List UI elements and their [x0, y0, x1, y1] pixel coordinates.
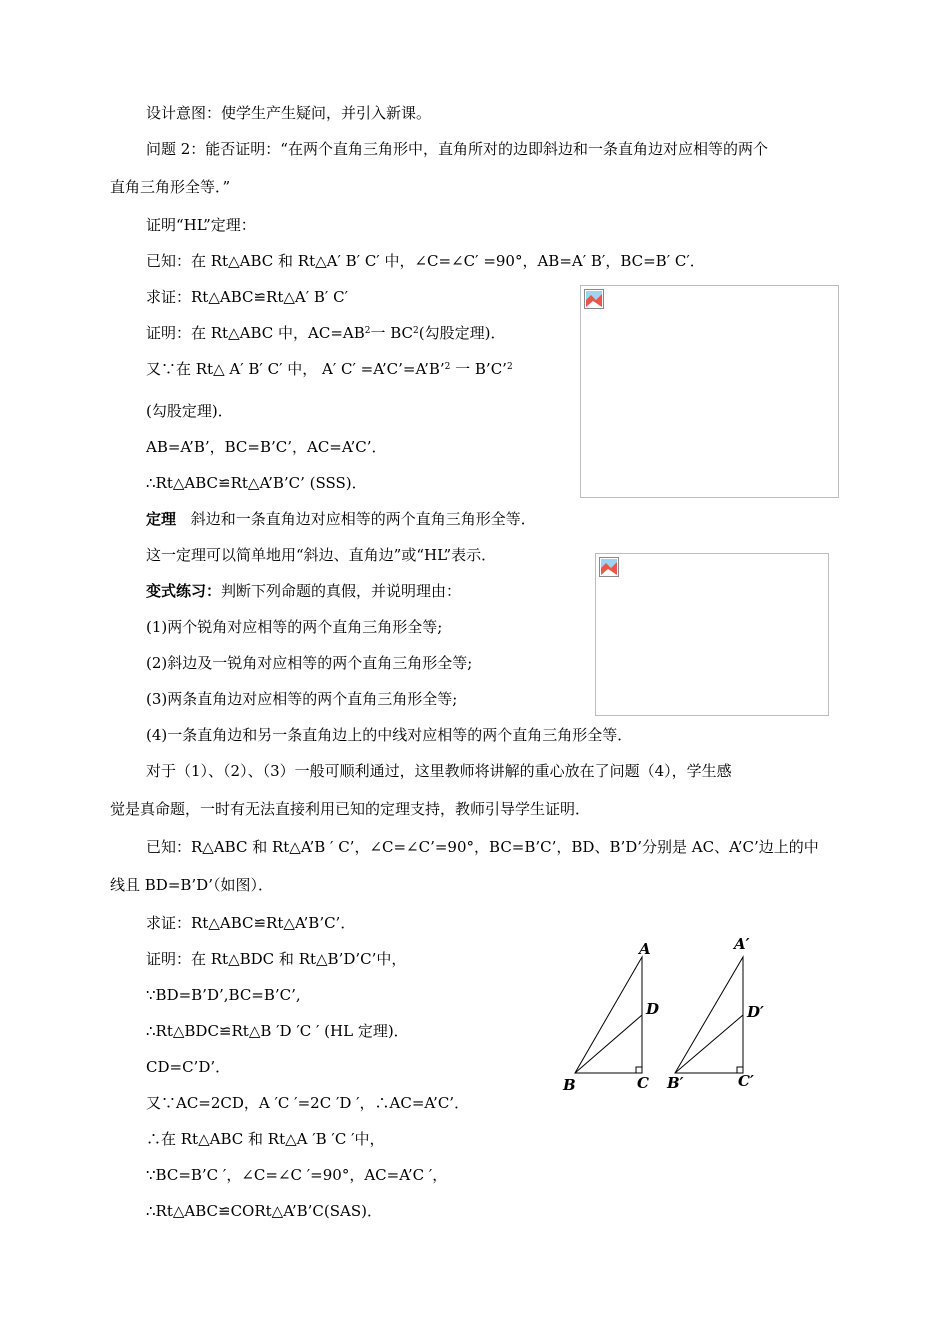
superscript-2: 2: [506, 362, 513, 372]
given-line-2-continued: 线且 BD=B’D’（如图）．: [110, 876, 273, 894]
right-triangles-figure: [555, 930, 785, 1100]
proof-2-line-5: 又∵AC=2CD，A ′C ′=2C ′D ′，∴AC=A’C’．: [146, 1094, 470, 1112]
label-b: B: [563, 1076, 576, 1094]
given-line: 已知：在 Rt△ABC 和 Rt△A′ B′ C′ 中，∠C=∠C′ =90°，AB=A′ B′，BC=B′ C′．: [146, 252, 705, 270]
proof-line-1: [146, 324, 505, 342]
image-placeholder-1: [580, 285, 839, 498]
to-prove-line-2: 求证：Rt△ABC≌Rt△A’B’C’．: [146, 914, 356, 932]
prove-hl-heading: 证明“HL”定理：: [146, 216, 256, 234]
given-line-2: 已知：R△ABC 和 Rt△A’B ′ C’，∠C=∠C’=90°，BC=B’C’，BD、B’D’分别是 AC、A’C’边上的中: [146, 838, 819, 856]
label-d-prime: D′: [747, 1003, 764, 1021]
triangle-abc: [575, 957, 642, 1073]
to-prove-line: 求证：Rt△ABC≌Rt△A′ B′ C′: [146, 288, 348, 306]
label-c: C: [637, 1074, 649, 1092]
hl-notation-line: 这一定理可以简单地用“斜边、直角边”或“HL”表示．: [146, 546, 497, 564]
proof-2-line-2: ∵BD=B’D’,BC=B’C’,: [146, 986, 301, 1004]
proof-2-line-6: ∴在 Rt△ABC 和 Rt△A ′B ′C ′中，: [146, 1130, 385, 1148]
label-b-prime: B′: [667, 1074, 684, 1092]
design-intent-line: 设计意图：使学生产生疑问，并引入新课。: [146, 104, 432, 122]
label-d: D: [646, 1000, 660, 1018]
discussion-line-2: 觉是真命题，一时有无法直接利用已知的定理支持，教师引导学生证明．: [110, 800, 591, 818]
sss-conclusion: ∴Rt△ABC≌Rt△A’B’C’ (SSS)．: [146, 474, 367, 492]
variant-exercise-line: [146, 582, 461, 600]
proof-2-line-1: 证明：在 Rt△BDC 和 Rt△B’D’C’中，: [146, 950, 407, 968]
right-angle-mark-c: [636, 1067, 642, 1073]
proof-2-line-3: ∴Rt△BDC≌Rt△B ′D ′C ′ (HL 定理)．: [146, 1022, 409, 1040]
proposition-3: (3)两条直角边对应相等的两个直角三角形全等;: [146, 690, 458, 708]
equal-sides-line: AB=A’B’，BC=B’C’，AC=A’C’．: [146, 438, 387, 456]
variant-exercise-text: 判断下列命题的真假，并说明理由：: [221, 582, 462, 600]
label-a: A: [639, 940, 651, 958]
discussion-line-1: 对于（1）、（2）、（3）一般可顺利通过，这里教师将讲解的重心放在了问题（4），学生感: [146, 762, 732, 780]
proposition-2: (2)斜边及一锐角对应相等的两个直角三角形全等;: [146, 654, 473, 672]
proof-2-line-7: ∵BC=B’C ′，∠C=∠C ′=90°，AC=A’C ′，: [146, 1166, 448, 1184]
proof-line-2-part-b: 一 B’C’: [450, 360, 507, 378]
proof-line-1-part-b: 一 BC: [370, 324, 414, 342]
superscript-2: 2: [413, 326, 419, 336]
median-b2d2: [675, 1015, 743, 1073]
proof-2-line-4: CD=C’D’．: [146, 1058, 231, 1076]
proof-line-2: [146, 360, 513, 378]
superscript-2: 2: [444, 362, 451, 372]
label-a-prime: A′: [734, 935, 750, 953]
broken-image-icon: [584, 289, 604, 309]
pythagorean-note: (勾股定理)．: [146, 402, 233, 420]
variant-exercise-label: 变式练习：: [146, 582, 222, 600]
question-2-line: 问题 2：能否证明：“在两个直角三角形中，直角所对的边即斜边和一条直角边对应相等的两个: [146, 140, 768, 158]
proof-line-1-part-a: 证明：在 Rt△ABC 中，AC=AB: [146, 324, 365, 342]
proof-line-2-part-a: 又∵在 Rt△ A′ B′ C′ 中， A′ C′ =A’C’=A’B’: [146, 360, 445, 378]
image-placeholder-2: [595, 553, 829, 716]
proof-line-1-part-c: (勾股定理)．: [418, 324, 506, 342]
theorem-label: 定理: [146, 510, 177, 528]
proposition-4: (4)一条直角边和另一条直角边上的中线对应相等的两个直角三角形全等．: [146, 726, 633, 744]
triangle-a2b2c2: [675, 957, 743, 1073]
proposition-1: (1)两个锐角对应相等的两个直角三角形全等;: [146, 618, 443, 636]
proof-2-conclusion: ∴Rt△ABC≌CORt△A’B’C(SAS)．: [146, 1202, 382, 1220]
median-bd: [575, 1015, 642, 1073]
broken-image-icon: [599, 557, 619, 577]
superscript-2: 2: [364, 326, 371, 336]
theorem-line: [146, 510, 536, 528]
question-2-continued: 直角三角形全等．”: [110, 178, 231, 196]
theorem-text: 斜边和一条直角边对应相等的两个直角三角形全等．: [190, 510, 536, 528]
label-c-prime: C′: [738, 1072, 754, 1090]
